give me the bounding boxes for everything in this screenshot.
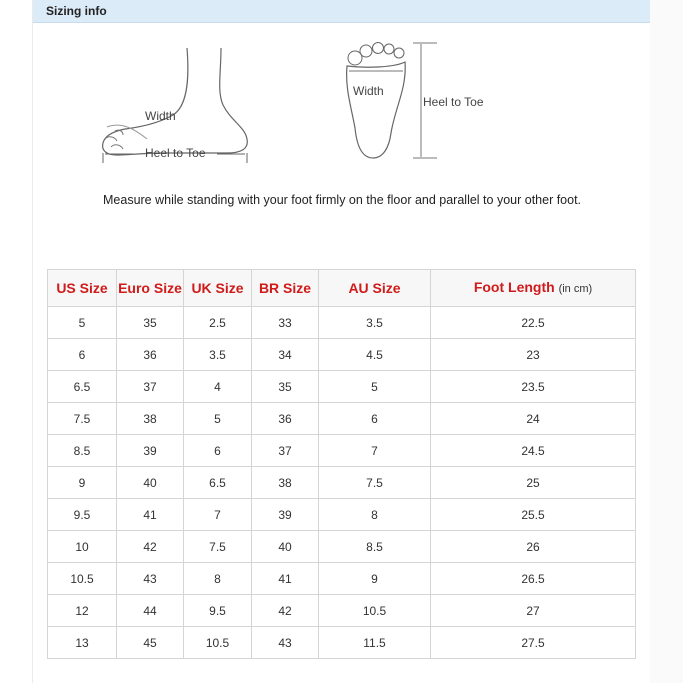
table-cell: 7 (184, 499, 252, 531)
table-cell: 37 (252, 435, 319, 467)
table-cell: 12 (48, 595, 117, 627)
table-cell: 8 (184, 563, 252, 595)
table-cell: 9.5 (48, 499, 117, 531)
table-cell: 5 (48, 307, 117, 339)
table-cell: 39 (252, 499, 319, 531)
foot-length-label: Foot Length (473, 278, 555, 295)
table-cell: 26 (431, 531, 636, 563)
table-cell: 36 (252, 403, 319, 435)
table-cell: 41 (117, 499, 184, 531)
table-cell: 6 (319, 403, 431, 435)
table-cell: 4.5 (319, 339, 431, 371)
table-cell: 34 (252, 339, 319, 371)
table-row (48, 403, 636, 435)
col-us-size: US Size (48, 270, 117, 307)
table-cell: 8 (319, 499, 431, 531)
table-cell: 38 (117, 403, 184, 435)
right-margin (650, 0, 683, 683)
table-cell: 45 (117, 627, 184, 659)
table-cell: 10.5 (319, 595, 431, 627)
table-cell: 9 (319, 563, 431, 595)
table-cell: 11.5 (319, 627, 431, 659)
table-cell: 35 (252, 371, 319, 403)
table-cell: 44 (117, 595, 184, 627)
col-uk-size: UK Size (184, 270, 252, 307)
table-cell: 7.5 (48, 403, 117, 435)
table-cell: 10.5 (48, 563, 117, 595)
table-cell: 23 (431, 339, 636, 371)
table-cell: 27 (431, 595, 636, 627)
table-cell: 40 (252, 531, 319, 563)
table-cell: 36 (117, 339, 184, 371)
col-au-size: AU Size (319, 270, 431, 307)
table-cell: 7.5 (184, 531, 252, 563)
table-cell: 25.5 (431, 499, 636, 531)
measure-caption: Measure while standing with your foot firmly on the floor and parallel to your other foot. (103, 193, 582, 207)
table-cell: 13 (48, 627, 117, 659)
table-cell: 38 (252, 467, 319, 499)
table-cell: 2.5 (184, 307, 252, 339)
top-length-label: Heel to Toe (423, 95, 484, 109)
top-width-label: Width (353, 84, 384, 98)
foot-length-unit: (in cm) (558, 282, 593, 295)
foot-measure-figure (33, 23, 651, 253)
table-cell: 23.5 (431, 371, 636, 403)
table-cell: 6 (184, 435, 252, 467)
table-row (48, 371, 636, 403)
table-cell: 24.5 (431, 435, 636, 467)
side-length-label: Heel to Toe (145, 146, 206, 160)
table-cell: 7.5 (319, 467, 431, 499)
table-row (48, 435, 636, 467)
table-cell: 8.5 (319, 531, 431, 563)
table-row (48, 595, 636, 627)
table-cell: 9.5 (184, 595, 252, 627)
table-cell: 43 (117, 563, 184, 595)
col-foot-length (431, 270, 636, 307)
sizing-header (33, 0, 651, 23)
table-row (48, 531, 636, 563)
table-cell: 7 (319, 435, 431, 467)
size-chart-table (47, 269, 636, 659)
sizing-title: Sizing info (46, 4, 107, 18)
table-cell: 37 (117, 371, 184, 403)
table-cell: 43 (252, 627, 319, 659)
table-cell: 9 (48, 467, 117, 499)
table-cell: 35 (117, 307, 184, 339)
size-chart-header-row (48, 270, 636, 307)
table-row (48, 563, 636, 595)
table-cell: 6 (48, 339, 117, 371)
table-row (48, 499, 636, 531)
table-cell: 8.5 (48, 435, 117, 467)
col-euro-size: Euro Size (117, 270, 184, 307)
table-cell: 25 (431, 467, 636, 499)
table-cell: 33 (252, 307, 319, 339)
table-cell: 42 (117, 531, 184, 563)
side-width-label: Width (145, 109, 176, 123)
table-cell: 6.5 (184, 467, 252, 499)
table-cell: 5 (184, 403, 252, 435)
table-cell: 6.5 (48, 371, 117, 403)
table-cell: 22.5 (431, 307, 636, 339)
table-row (48, 339, 636, 371)
table-cell: 42 (252, 595, 319, 627)
table-cell: 4 (184, 371, 252, 403)
table-row (48, 307, 636, 339)
table-cell: 24 (431, 403, 636, 435)
table-cell: 5 (319, 371, 431, 403)
table-cell: 40 (117, 467, 184, 499)
table-cell: 26.5 (431, 563, 636, 595)
table-cell: 27.5 (431, 627, 636, 659)
table-row (48, 467, 636, 499)
table-cell: 3.5 (184, 339, 252, 371)
table-cell: 3.5 (319, 307, 431, 339)
table-cell: 10 (48, 531, 117, 563)
table-cell: 41 (252, 563, 319, 595)
table-cell: 39 (117, 435, 184, 467)
col-br-size: BR Size (252, 270, 319, 307)
table-cell: 10.5 (184, 627, 252, 659)
table-row (48, 627, 636, 659)
